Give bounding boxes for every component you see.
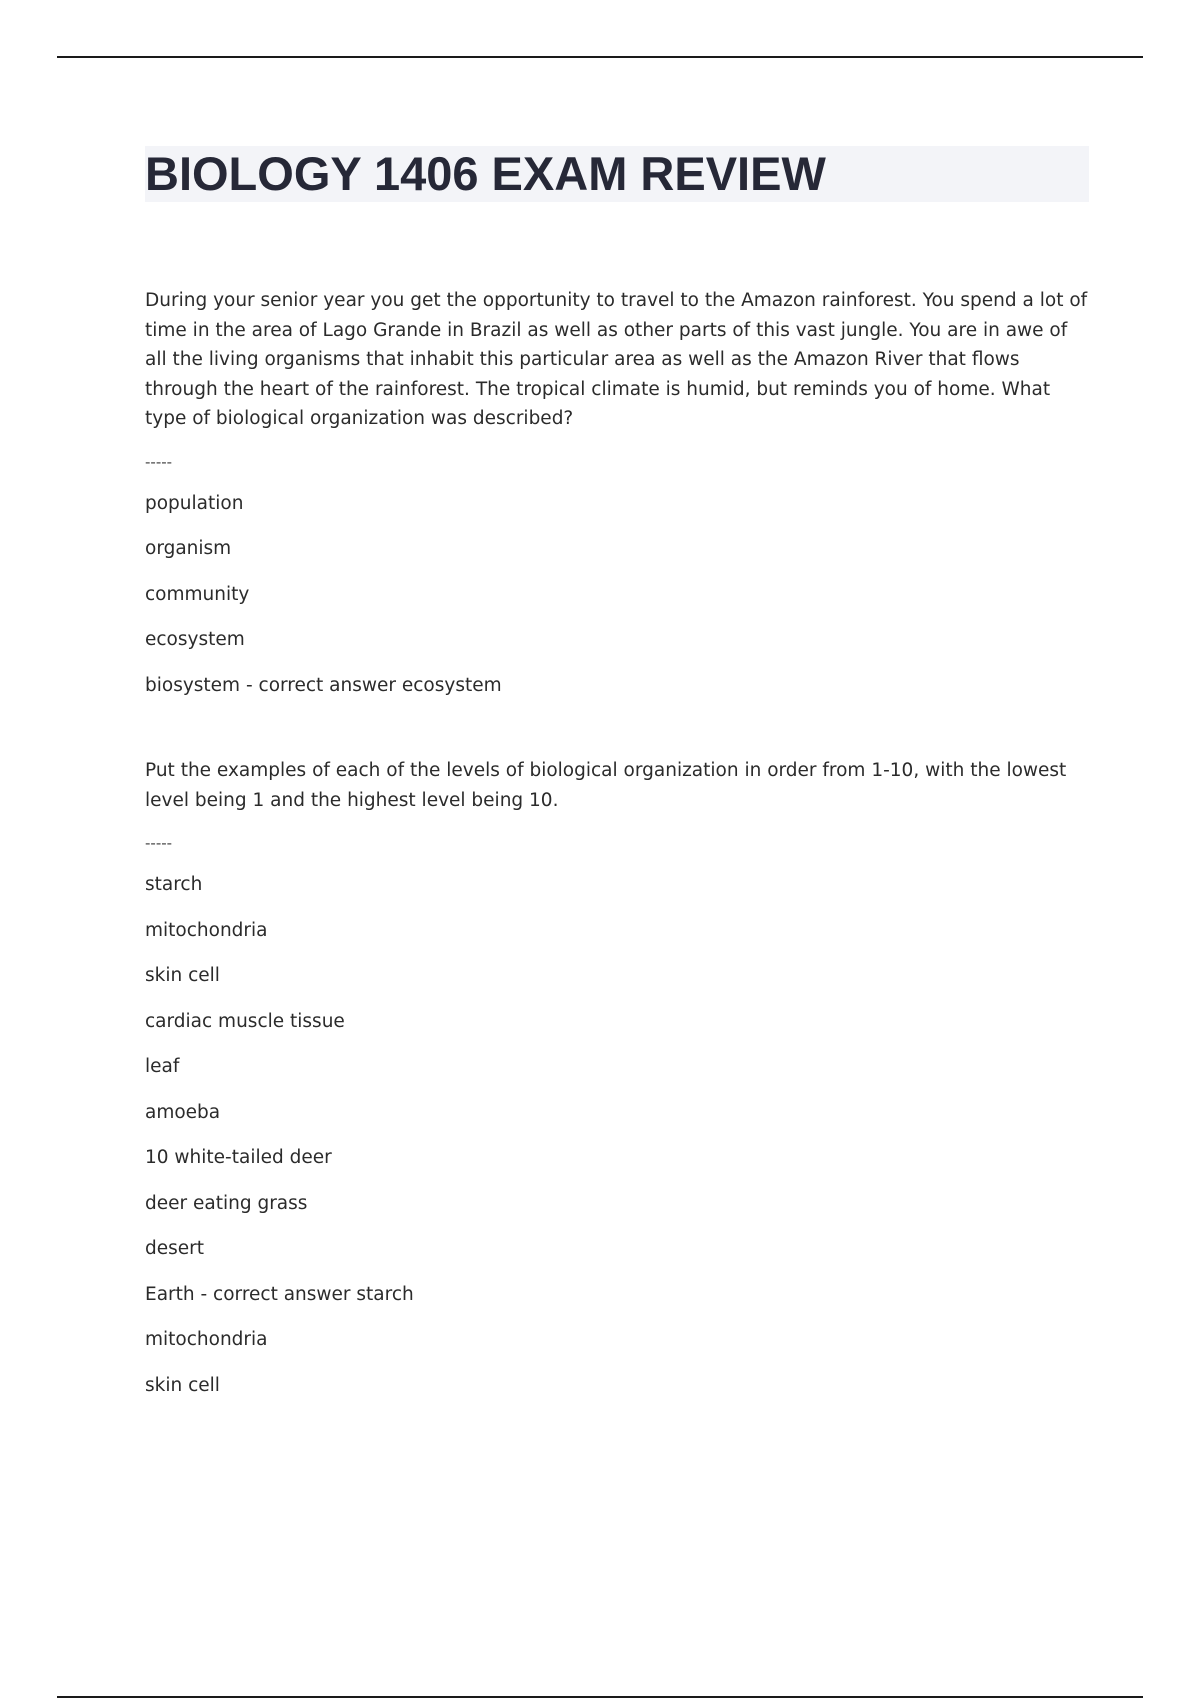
answer-option: cardiac muscle tissue [145,1010,345,1032]
question-1-text: During your senior year you get the opportunity to travel to the Amazon rainforest. You spend a lot of time in the area of Lago Grande in Brazil as well as other parts of this vast jungle. You are in awe of all the living organisms that inhabit this particular area as well as the Amazon River that flows through the heart of the rainforest. The tropical climate is humid, but reminds you of home. What type of biological organization was described? [145,290,1088,429]
answer-option: Earth - correct answer starch [145,1283,414,1305]
answer-option: amoeba [145,1101,221,1123]
question-2-text: Put the examples of each of the levels of biological organization in order from 1-10, with the lowest level being 1 and the highest level being 10. [145,760,1067,811]
answer-option: skin cell [145,1374,220,1396]
top-rule [57,56,1143,58]
answer-option: 10 white-tailed deer [145,1147,332,1168]
answer-option: starch [145,874,203,895]
answer-option: biosystem - correct answer ecosystem [145,674,502,696]
answer-option: organism [145,538,232,559]
answer-option: mitochondria [145,1329,268,1350]
question-2-options [145,862,1089,1408]
question-1 [145,286,1089,708]
answer-option: mitochondria [145,919,268,941]
answer-option: community [145,583,250,605]
question-spacer [145,708,1089,756]
question-1-divider: ----- [145,452,173,471]
question-1-options [145,481,1089,709]
page-title: BIOLOGY 1406 EXAM REVIEW [145,147,826,200]
question-2-divider: ----- [145,834,173,852]
answer-option: population [145,492,244,514]
answer-option: leaf [145,1056,180,1077]
question-2 [145,756,1089,1408]
answer-option: desert [145,1238,205,1259]
bottom-rule [57,1696,1143,1698]
document-body [145,286,1089,1408]
answer-option: deer eating grass [145,1192,308,1214]
answer-option: ecosystem [145,629,245,650]
answer-option: skin cell [145,965,220,986]
